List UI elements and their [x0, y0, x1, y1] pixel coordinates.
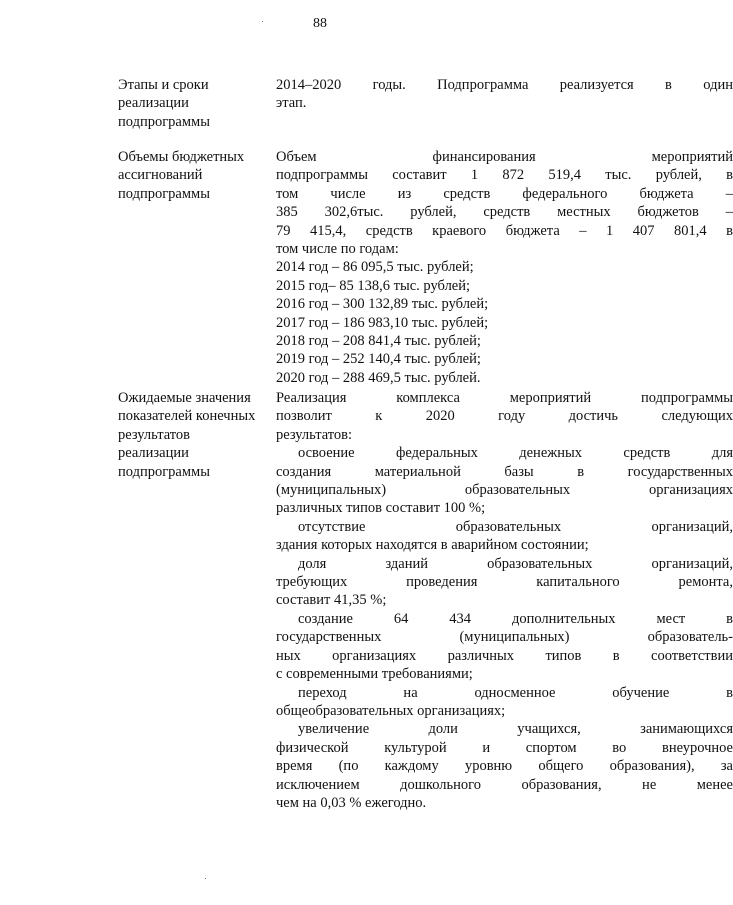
- value-line: время (по каждому уровню общего образования), за: [276, 758, 733, 775]
- value-line: позволит к 2020 году достичь следующих: [276, 408, 733, 425]
- value-line: переход на односменное обучение в: [298, 684, 733, 701]
- label-line: реализации: [118, 445, 189, 462]
- value-line: отсутствие образовательных организаций,: [298, 518, 733, 535]
- value-line: (муниципальных) образовательных организациях: [276, 482, 733, 499]
- value-line: исключением дошкольного образования, не менее: [276, 776, 733, 793]
- label-line: подпрограммы: [118, 463, 210, 480]
- label-line: результатов: [118, 426, 191, 443]
- row-label: [118, 76, 268, 131]
- value-line: государственных (муниципальных) образователь-: [276, 629, 733, 646]
- value-line: результатов:: [276, 426, 353, 443]
- scan-speck: [205, 878, 206, 879]
- label-line: показателей конечных: [118, 408, 256, 425]
- value-line: здания которых находятся в аварийном состоянии;: [276, 537, 589, 554]
- label-line: Ожидаемые значения: [118, 390, 251, 406]
- value-line: 2020 год – 288 469,5 тыс. рублей.: [276, 369, 481, 386]
- value-line: различных типов составит 100 %;: [276, 500, 486, 517]
- value-line: с современными требованиями;: [276, 666, 473, 683]
- value-line: Объем финансирования мероприятий: [276, 149, 733, 165]
- value-line: 2014–2020 годы. Подпрограмма реализуется в один: [276, 77, 733, 93]
- page-number: 88: [313, 16, 327, 31]
- row-value: [276, 148, 733, 387]
- value-line: 2015 год– 85 138,6 тыс. рублей;: [276, 277, 471, 294]
- value-line: 2014 год – 86 095,5 тыс. рублей;: [276, 259, 474, 276]
- row-value: [276, 76, 733, 113]
- value-line: освоение федеральных денежных средств для: [298, 445, 733, 462]
- label-line: ассигнований: [118, 167, 203, 184]
- value-line: составит 41,35 %;: [276, 592, 387, 609]
- value-line: том числе из средств федерального бюджета –: [276, 185, 733, 202]
- scan-speck: [262, 21, 263, 22]
- label-line: подпрограммы: [118, 185, 210, 202]
- label-line: реализации: [118, 95, 189, 112]
- row-label: [118, 148, 268, 203]
- value-line: требующих проведения капитального ремонта,: [276, 574, 733, 591]
- value-line: 2018 год – 208 841,4 тыс. рублей;: [276, 333, 481, 350]
- value-line: ных организациях различных типов в соответствии: [276, 647, 733, 664]
- value-line: 79 415,4, средств краевого бюджета – 1 407 801,4 в: [276, 222, 733, 239]
- value-line: 2016 год – 300 132,89 тыс. рублей;: [276, 296, 489, 313]
- value-line: Реализация комплекса мероприятий подпрограммы: [276, 390, 733, 406]
- value-line: 2017 год – 186 983,10 тыс. рублей;: [276, 314, 489, 331]
- value-line: создания материальной базы в государственных: [276, 463, 733, 480]
- value-line: общеобразовательных организациях;: [276, 702, 506, 719]
- row-label: [118, 389, 268, 481]
- value-line: доля зданий образовательных организаций,: [298, 555, 733, 572]
- value-line: 2019 год – 252 140,4 тыс. рублей;: [276, 351, 481, 368]
- value-line: 385 302,6тыс. рублей, средств местных бюджетов –: [276, 204, 733, 221]
- value-line: чем на 0,03 % ежегодно.: [276, 794, 427, 811]
- value-line: том числе по годам:: [276, 241, 399, 258]
- row-value: [276, 389, 733, 812]
- value-line: этап.: [276, 95, 307, 112]
- label-line: Объемы бюджетных: [118, 149, 245, 165]
- value-line: создание 64 434 дополнительных мест в: [298, 610, 733, 627]
- value-line: физической культурой и спортом во внеурочное: [276, 739, 733, 756]
- label-line: подпрограммы: [118, 113, 210, 130]
- value-line: увеличение доли учащихся, занимающихся: [298, 721, 733, 738]
- value-line: подпрограммы составит 1 872 519,4 тыс. рублей, в: [276, 167, 733, 184]
- label-line: Этапы и сроки: [118, 77, 209, 93]
